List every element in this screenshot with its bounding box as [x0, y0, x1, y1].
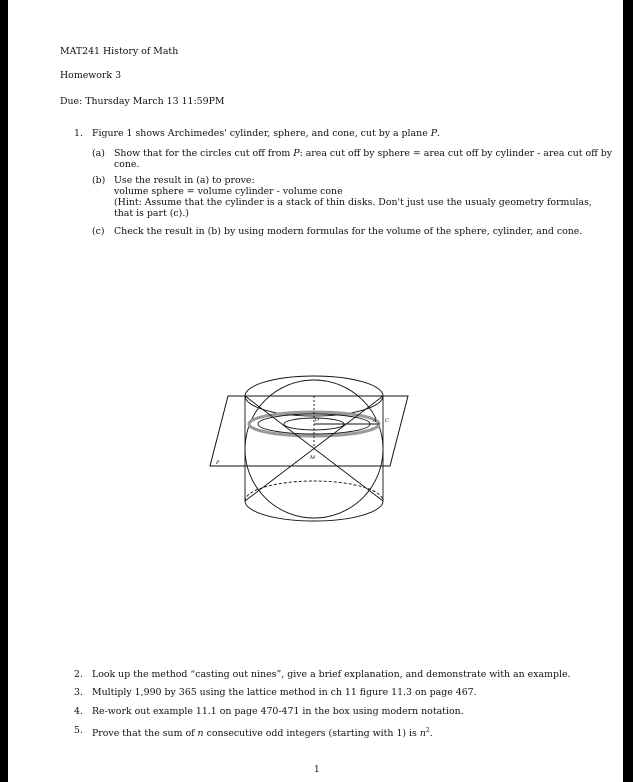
problem-4-text: Re-work out example 11.1 on page 470-471 in the box using modern notation. [92, 706, 464, 717]
problem-5-exponent: 2 [425, 727, 430, 734]
problem-1a-line1-end: : area cut off by sphere = area cut off by cylinder - area cut off by [299, 148, 613, 159]
problem-4-number: 4. [74, 706, 83, 717]
problem-5-text [92, 725, 433, 739]
label-m: M [310, 455, 316, 461]
homework-title: Homework 3 [60, 70, 122, 81]
problem-1c-line1: Check the result in (b) by using modern formulas for the volume of the sphere, cylinder, and cone. [114, 226, 583, 237]
document-page [8, 0, 623, 782]
problem-2-number: 2. [74, 669, 83, 680]
problem-5-text-end: . [429, 728, 433, 740]
problem-1a-line1-part: Show that for the circles cut off from [114, 148, 294, 159]
problem-2-text: Look up the method “casting out nines”, give a brief explanation, and demonstrate with an example. [92, 669, 571, 680]
archimedes-figure [208, 356, 418, 556]
problem-3-number: 3. [74, 687, 83, 698]
problem-1b-line3: (Hint: Assume that the cylinder is a stack of thin disks. Don't just use the usualy geometry formulas, [114, 197, 592, 208]
due-date: Due: Thursday March 13 11:59PM [60, 96, 225, 107]
problem-5-text-mid: consecutive odd integers (starting with 1) is [203, 728, 420, 740]
problem-1-text-end: . [437, 128, 441, 139]
problem-1a-line2: cone. [114, 159, 140, 170]
problem-1a-var: P [293, 148, 300, 159]
label-o: O [315, 417, 320, 423]
figure-lines [210, 376, 408, 521]
problem-1b-line4: that is part (c).) [114, 208, 189, 219]
problem-5-text-part: Prove that the sum of [92, 728, 198, 740]
problem-1b-line1: Use the result in (a) to prove: [114, 175, 255, 186]
problem-1-number: 1. [74, 128, 83, 139]
problem-1b-line2: volume sphere = volume cylinder - volume cone [114, 186, 343, 197]
problem-1a-label: (a) [92, 148, 105, 159]
problem-3-text: Multiply 1,990 by 365 using the lattice method in ch 11 figure 11.3 on page 467. [92, 687, 477, 698]
problem-1b-label: (b) [92, 175, 106, 186]
problem-5-var2: n [419, 728, 426, 740]
plane-p [210, 396, 408, 466]
course-title: MAT241 History of Math [60, 46, 179, 57]
label-c: C [385, 418, 389, 424]
problem-1-text-part: Figure 1 shows Archimedes' cylinder, sphere, and cone, cut by a plane [92, 128, 431, 139]
problem-5-number: 5. [74, 725, 83, 736]
page-number: 1 [314, 765, 320, 775]
problem-1a-line1 [114, 148, 612, 159]
problem-1-text [92, 128, 440, 139]
problem-1c-label: (c) [92, 226, 105, 237]
problem-5-var: n [197, 728, 204, 740]
label-a: A [373, 418, 377, 424]
problem-1-var: P [430, 128, 438, 139]
label-p: P [216, 460, 220, 466]
